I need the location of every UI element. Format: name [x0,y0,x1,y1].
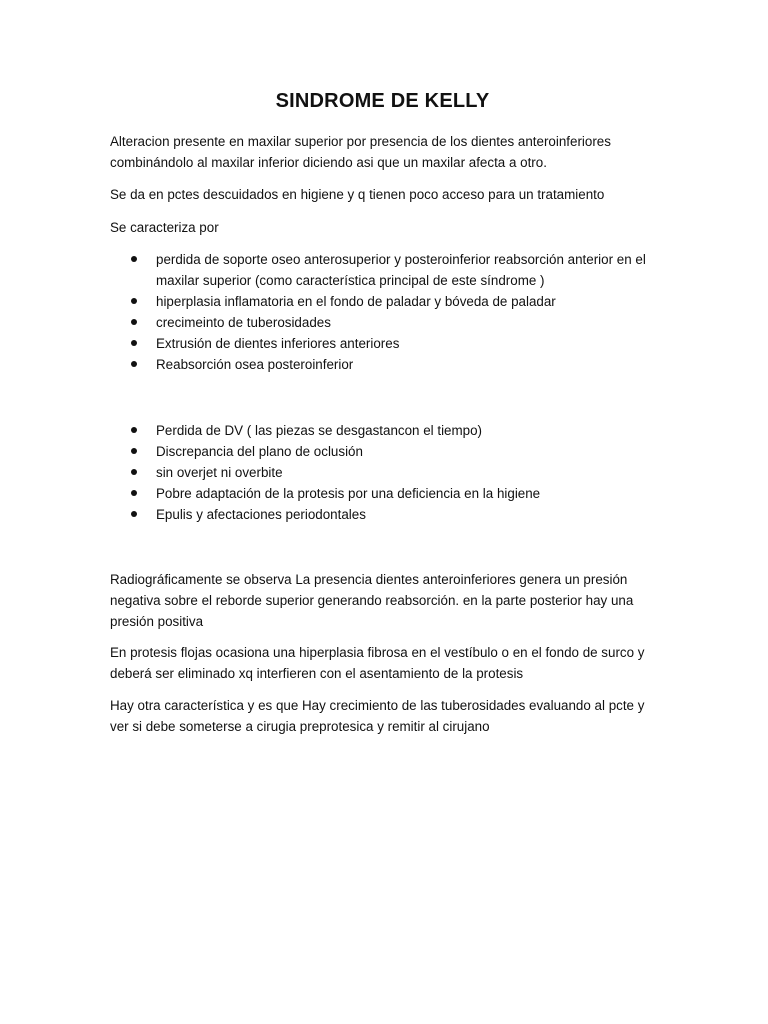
list-item-text: Epulis y afectaciones periodontales [156,507,366,522]
context-paragraph: Se da en pctes descuidados en higiene y q tienen poco acceso para un tratamiento [110,187,605,202]
list-item [110,291,655,312]
list-item-text: Pobre adaptación de la protesis por una deficiencia en la higiene [156,486,541,501]
bullet-icon [131,427,137,433]
bullet-icon [131,490,137,496]
bullet-icon [131,256,137,262]
list-item [110,462,655,483]
list-item-text: Extrusión de dientes inferiores anteriores [156,336,400,351]
list-item-text: Discrepancia del plano de oclusión [156,444,363,459]
document-title: SINDROME DE KELLY [275,90,490,112]
characteristics-intro: Se caracteriza por [110,220,219,235]
bullet-icon [131,319,137,325]
radiographic-paragraph: Radiográficamente se observa La presencia dientes anteroinferiores genera un presión negativa sobre el reborde superior generando reabsorción. en la parte posterior hay una presión positiva [110,572,634,629]
list-item [110,333,655,354]
list-item-text: perdida de soporte oseo anterosuperior y posteroinferior reabsorción anterior en el maxilar superior (como característica principal de este síndrome ) [156,252,646,288]
list-item [110,441,655,462]
prosthesis-paragraph: En protesis flojas ocasiona una hiperplasia fibrosa en el vestíbulo o en el fondo de surco y deberá ser eliminado xq interfieren con el asentamiento de la protesis [110,645,645,681]
tuberosity-paragraph: Hay otra característica y es que Hay crecimiento de las tuberosidades evaluando al pcte y ver si debe someterse a cirugia preprotesica y remitir al cirujano [110,698,645,734]
list-item-text: Reabsorción osea posteroinferior [156,357,354,372]
bullet-icon [131,448,137,454]
bullet-icon [131,340,137,346]
list-item [110,420,655,441]
bullet-icon [131,361,137,367]
list-item [110,354,655,375]
list-item-text: hiperplasia inflamatoria en el fondo de paladar y bóveda de paladar [156,294,556,309]
bullet-icon [131,298,137,304]
list-item [110,249,655,291]
list-item-text: crecimeinto de tuberosidades [156,315,331,330]
list-item-text: Perdida de DV ( las piezas se desgastancon el tiempo) [156,423,483,438]
bullet-icon [131,469,137,475]
list-item-text: sin overjet ni overbite [156,465,283,480]
bullet-icon [131,511,137,517]
list-item [110,504,655,525]
list-item [110,312,655,333]
secondary-characteristics-list [110,420,655,525]
list-item [110,483,655,504]
characteristics-list [110,249,655,375]
intro-paragraph: Alteracion presente en maxilar superior por presencia de los dientes anteroinferiores combinándolo al maxilar inferior diciendo asi que un maxilar afecta a otro. [110,134,611,170]
